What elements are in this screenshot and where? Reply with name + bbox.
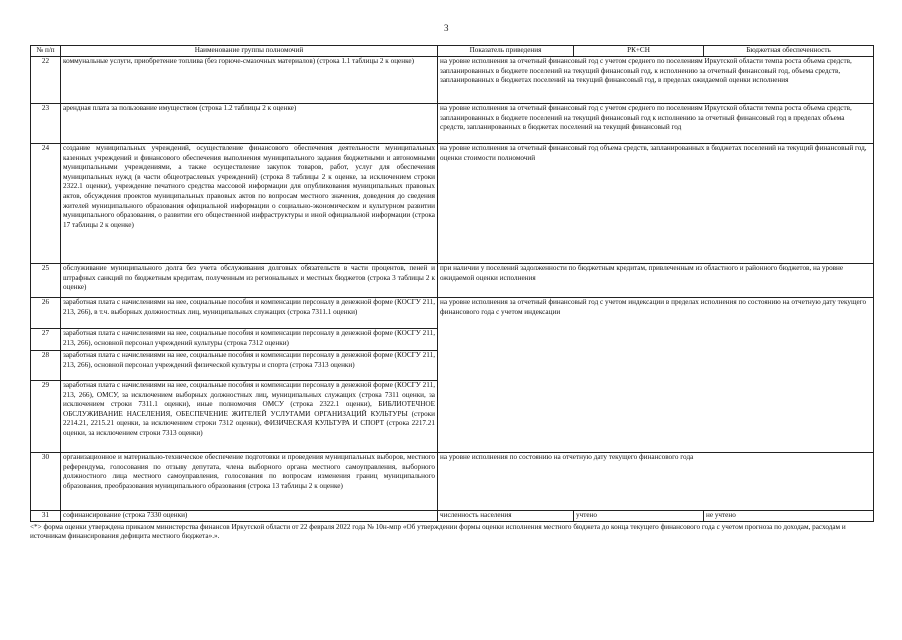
row-num: 28 [31, 351, 61, 381]
row-name: арендная плата за пользование имуществом (строка 1.2 таблицы 2 к оценке) [61, 104, 438, 144]
row-name: заработная плата с начислениями на нее, социальные пособия и компенсации персоналу в денежной форме (КОСГУ 211, 213, 266), в т.ч. выборных должностных лиц, муниципальных служащих (строка 7311.1 оценки) [61, 298, 438, 329]
row-name: обслуживание муниципального долга без учета обслуживания долговых обязательств в части процентов, пеней и штрафных санкций по бюджетным кредитам, полученным из региональных и местных бюджетов (строка 3 таблицы 2 к оценке) [61, 264, 438, 298]
row-num: 31 [31, 511, 61, 522]
header-budget: Бюджетная обеспеченность [704, 46, 874, 57]
row-num: 24 [31, 144, 61, 264]
row-name: заработная плата с начислениями на нее, социальные пособия и компенсации персоналу в денежной форме (КОСГУ 211, 213, 266), ОМСУ, за исключением выборных должностных лиц, муниципальных служащих (строка 7311 оценки, за исключением строки 7311.1 оценки), иные полномочия ОМСУ (строка 2322.1 оценки), БИБЛИОТЕЧНОЕ ОБСЛУЖИВАНИЕ НАСЕЛЕНИЯ, ОБЕСПЕЧЕНИЕ ЖИТЕЛЕЙ УСЛУГАМИ ОРГАНИЗАЦИЙ КУЛЬТУРЫ (строки 2214.21, 2215.21 оценки, за исключением строки 7312 оценки), ФИЗИЧЕСКАЯ КУЛЬТУРА И СПОРТ (строка 2217.21 оценки, за исключением строки 7313 оценки) [61, 381, 438, 453]
row-num: 30 [31, 453, 61, 511]
table-row [31, 264, 874, 298]
row-name: софинансирование (строка 7330 оценки) [61, 511, 438, 522]
table-header-row [31, 46, 874, 57]
footnote: <*> форма оценки утверждена приказом министерства финансов Иркутской области от 22 февраля 2022 года № 10н-мпр «Об утверждении формы оценки исполнения местного бюджета до конца текущего финансового года с учетом прогноза по доходам, расходам и источникам финансирования дефицита местного бюджета».». [30, 523, 846, 541]
table-row [31, 57, 874, 104]
row-num: 25 [31, 264, 61, 298]
row-name: коммунальные услуги, приобретение топлива (без горюче-смазочных материалов) (строка 1.1 таблицы 2 к оценке) [61, 57, 438, 104]
row-num: 29 [31, 381, 61, 453]
row-indicator: на уровне исполнения по состоянию на отчетную дату текущего финансового года [438, 453, 874, 511]
row-name: заработная плата с начислениями на нее, социальные пособия и компенсации персоналу в денежной форме (КОСГУ 211, 213, 266), основной персонал учреждений культуры (строка 7312 оценки) [61, 329, 438, 351]
header-rk: РК+СН [574, 46, 704, 57]
table-row [31, 298, 874, 329]
table-row-last [31, 511, 874, 522]
table-row [31, 104, 874, 144]
row-indicator: на уровне исполнения за отчетный финансовый год с учетом среднего по поселениям Иркутской области темпа роста объема средств, запланированных в бюджете поселений на текущий финансовый год, к исполнению за отчетный финансовый год, объема средств, запланированных в бюджетах поселений на текущий финансовый год, в пределах ожидаемой оценки исполнения [438, 57, 874, 104]
row-budget: не учтено [704, 511, 874, 522]
row-indicator: на уровне исполнения за отчетный финансовый год объема средств, запланированных в бюджетах поселений на текущий финансовый год, оценки стоимости полномочий [438, 144, 874, 264]
row-name: организационное и материально-техническое обеспечение подготовки и проведения муниципальных выборов, местного референдума, голосования по отзыву депутата, члена выборного органа местного самоуправления, выборного должностного лица местного самоуправления, голосования по вопросам изменения границ муниципального образования, преобразования муниципального образования (строка 13 таблицы 2 к оценке) [61, 453, 438, 511]
row-indicator: численность населения [438, 511, 574, 522]
table-row [31, 144, 874, 264]
row-indicator: на уровне исполнения за отчетный финансовый год с учетом среднего по поселениям Иркутской области темпа роста объема средств, запланированных в бюджете поселений на текущий финансовый год к исполнению за отчетный финансовый год в пределах объема средств, запланированных в бюджетах поселений на текущий финансовый год [438, 104, 874, 144]
row-num: 22 [31, 57, 61, 104]
row-rk: учтено [574, 511, 704, 522]
row-indicator: при наличии у поселений задолженности по бюджетным кредитам, привлеченным из областного и районного бюджетов, на уровне ожидаемой оценки исполнения [438, 264, 874, 298]
table-row [31, 453, 874, 511]
row-indicator: на уровне исполнения за отчетный финансовый год с учетом индексации в пределах исполнения по состоянию на отчетную дату текущего финансового года с учетом индексации [438, 298, 874, 453]
row-num: 27 [31, 329, 61, 351]
header-num: № п/п [31, 46, 61, 57]
row-num: 26 [31, 298, 61, 329]
page-number: 3 [444, 23, 449, 33]
header-indicator: Показатель приведения [438, 46, 574, 57]
row-name: создание муниципальных учреждений, осуществление финансового обеспечения деятельности муниципальных казенных учреждений и финансового обеспечения выполнения муниципального задания бюджетными и автономными муниципальными учреждениями, а также осуществление закупок товаров, работ, услуг для обеспечения муниципальных нужд (в части общеотраслевых учреждений) (строка 8 таблицы 2 к оценке, за исключением строки 2322.1 оценки), учреждение печатного средства массовой информации для опубликования муниципальных правовых актов, обсуждения проектов муниципальных правовых актов по вопросам местного значения, доведения до сведения жителей муниципального образования официальной информации о социально-экономическом и культурном развитии муниципального образования, о развитии его общественной инфраструктуры и иной официальной информации (строка 17 таблицы 2 к оценке) [61, 144, 438, 264]
powers-table [30, 45, 874, 522]
header-name: Наименование группы полномочий [61, 46, 438, 57]
row-num: 23 [31, 104, 61, 144]
row-name: заработная плата с начислениями на нее, социальные пособия и компенсации персоналу в денежной форме (КОСГУ 211, 213, 266), основной персонал учреждений физической культуры и спорта (строка 7313 оценки) [61, 351, 438, 381]
